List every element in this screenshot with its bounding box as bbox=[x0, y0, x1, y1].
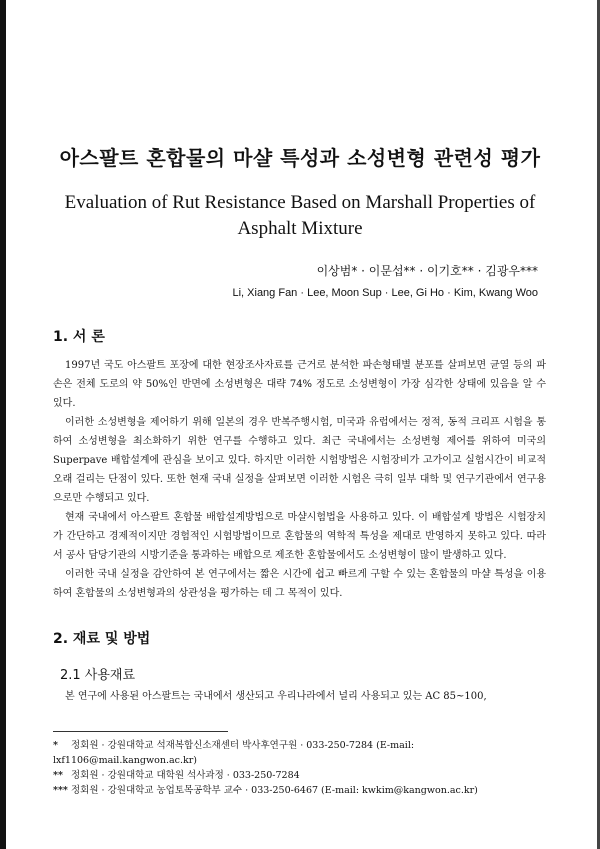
footnote-mark: *** bbox=[53, 785, 68, 796]
section1-heading: 1. 서 론 bbox=[53, 329, 105, 345]
footnote-text: 정회원 · 강원대학교 농업토목공학부 교수 · 033-250-6467 (E-mail: kwkim@kangwon.ac.kr) bbox=[71, 785, 478, 796]
authors-korean: 이상범* · 이문섭** · 이기호** · 김광우*** bbox=[316, 264, 538, 278]
title-english bbox=[50, 190, 550, 242]
authors-english: Li, Xiang Fan · Lee, Moon Sup · Lee, Gi Ho · Kim, Kwang Woo bbox=[232, 287, 538, 299]
section1-paragraph: 이러한 국내 실정을 감안하여 본 연구에서는 짧은 시간에 쉽고 빠르게 구할 수 있는 혼합물의 마샬 특성을 이용하여 혼합물의 소성변형과의 상관성을 평가하는 데 그 목적이 있다. bbox=[53, 569, 546, 599]
footnote-item bbox=[53, 783, 553, 798]
footnote-item bbox=[53, 738, 553, 768]
footnote-text: 정회원 · 강원대학교 석재복합신소재센터 박사후연구원 · 033-250-7284 (E-mail: lxf1106@mail.kangwon.ac.kr) bbox=[53, 740, 415, 766]
title-english-line1: Evaluation of Rut Resistance Based on Marshall Properties of bbox=[64, 192, 536, 213]
title-english-line2: Asphalt Mixture bbox=[237, 218, 363, 239]
footnote-divider bbox=[53, 731, 228, 732]
footnote-item bbox=[53, 768, 553, 783]
section2-1-heading: 2.1 사용재료 bbox=[60, 668, 136, 683]
section1-paragraph: 1997년 국도 아스팔트 포장에 대한 현장조사자료를 근거로 분석한 파손형태별 분포를 살펴보면 균열 등의 파손은 전체 도로의 약 50%인 반면에 소성변형은 대략 74% 정도로 소성변형이 가장 심각한 상태에 있음을 알 수 있다. bbox=[53, 360, 546, 409]
section2-heading: 2. 재료 및 방법 bbox=[53, 631, 151, 647]
footnote-text: 정회원 · 강원대학교 대학원 석사과정 · 033-250-7284 bbox=[71, 770, 300, 781]
section1-body bbox=[53, 356, 546, 603]
section2-paragraph: 본 연구에 사용된 아스팔트는 국내에서 생산되고 우리나라에서 널리 사용되고 있는 AC 85~100, bbox=[65, 691, 487, 702]
section1-paragraph: 이러한 소성변형을 제어하기 위해 일본의 경우 반복주행시험, 미국과 유럽에서는 정적, 동적 크리프 시험을 통하여 소성변형을 최소화하기 위한 연구를 수행하고 있다. 최근 국내에서는 소성변형 제어를 위하여 미국의 Superpave 배합설계에 관심을 보이고 있다. 하지만 이러한 시험방법은 시험장비가 고가이고 실험시간이 비교적 오래 걸리는 단점이 있다. 또한 현재 국내 실정을 살펴보면 이러한 시험은 극히 일부 대학 및 연구기관에서 연구용으로만 수행되고 있다. bbox=[53, 417, 546, 504]
scan-edge-left bbox=[0, 0, 6, 849]
section2-body bbox=[53, 687, 546, 706]
section1-paragraph: 현재 국내에서 아스팔트 혼합물 배합설계방법으로 마샬시험법을 사용하고 있다. 이 배합설계 방법은 시험장치가 간단하고 경제적이지만 경험적인 시험방법이므로 혼합물의 역학적 특성을 제대로 반영하지 못하고 있다. 따라서 공사 담당기관의 시방기준을 통과하는 배합으로 제조한 혼합물에서도 소성변형이 많이 발생하고 있다. bbox=[53, 512, 546, 561]
footnote-mark: ** bbox=[53, 770, 63, 781]
title-korean: 아스팔트 혼합물의 마샬 특성과 소성변형 관련성 평가 bbox=[59, 146, 541, 170]
footnotes bbox=[53, 738, 553, 798]
footnote-mark: * bbox=[53, 740, 58, 751]
